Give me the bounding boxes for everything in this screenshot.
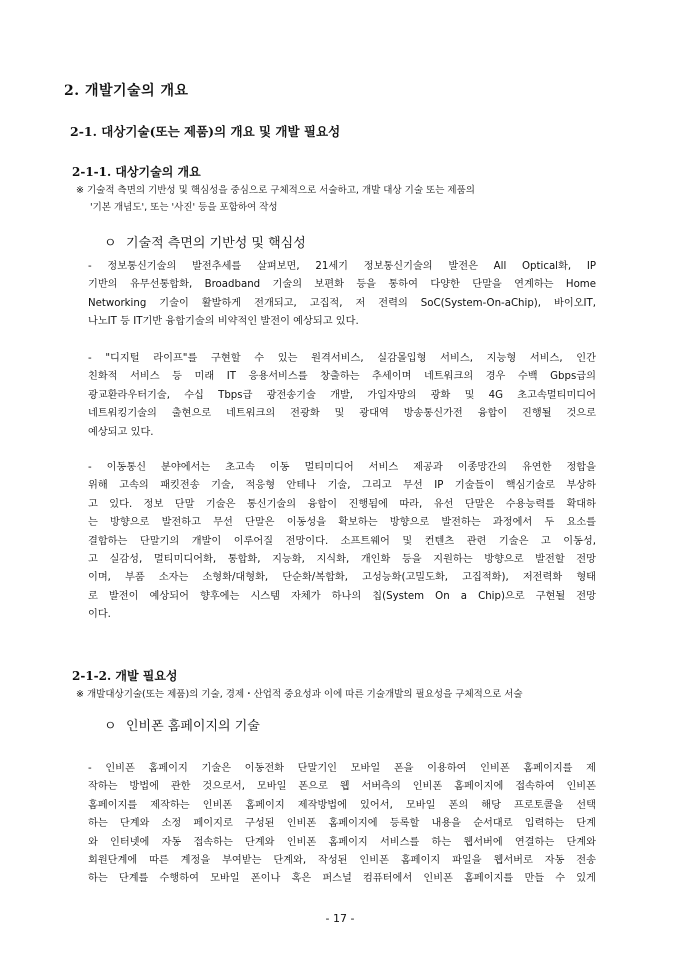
paragraph-line: 결합하는 단말기의 개발이 이루어질 전망이다. 소프트웨어 및 컨텐츠 관련 기술은 고 이동성, [88,535,596,547]
paragraph-digital-life [88,350,596,442]
paragraph-line: 홈페이지를 제작하는 인비폰 홈페이지 제작방법에 있어서, 모바일 폰의 해당 프로토콜을 선택 [88,799,596,811]
paragraph-ict-trend [88,258,596,332]
section-instruction-note [76,686,636,703]
paragraph-line: 기반의 유무선통합화, Broadband 기술의 보편화 등을 통하여 다양한 단말을 연계하는 Home [88,279,596,291]
bullet-label: 인비폰 홈페이지의 기술 [126,719,260,734]
note-line: ※ 개발대상기술(또는 제품)의 기술, 경제・산업적 중요성과 이에 따른 기술개발의 필요성을 구체적으로 서술 [76,689,523,700]
note-line: '기본 개념도', 또는 '사진' 등을 포함하여 작성 [90,202,278,213]
paragraph-line: 하는 단계를 수행하여 모바일 폰이나 혹은 퍼스널 컴퓨터에서 인비폰 홈페이지를 만들 수 있게 [88,873,596,885]
heading-target-technology: 2-1. 대상기술(또는 제품)의 개요 및 개발 필요성 [70,124,341,139]
paragraph-line: 로 발전이 예상되어 향후에는 시스템 자체가 하나의 칩(System On a Chip)으로 구현될 전망 [88,590,596,602]
paragraph-line: 고 있다. 정보 단말 기술은 통신기술의 융합이 진행됨에 따라, 유선 단말은 수용능력를 확대하 [88,498,596,510]
paragraph-line: 고 실감성, 멀티미디어화, 통합화, 지능화, 지식화, 개인화 등을 지원하는 방향으로 발전할 전망 [88,553,596,565]
paragraph-line: 작하는 방법에 관한 것으로서, 모바일 폰으로 웹 서버측의 인비폰 홈페이지에 접속하여 인비폰 [88,781,596,793]
paragraph-line: - "디지털 라이프"를 구현할 수 있는 원격서비스, 실감몰입형 서비스, 지능형 서비스, 인간 [88,353,596,364]
paragraph-line: - 인비폰 홈페이지 기술은 이동전화 단말기인 모바일 폰을 이용하여 인비폰 홈페이지를 제 [88,763,596,774]
bullet-label: 기술적 측면의 기반성 및 핵심성 [126,236,306,251]
heading-development-overview: 2. 개발기술의 개요 [64,83,189,99]
paragraph-mobile-communication [88,459,596,625]
paragraph-line: 이며, 부품 소자는 소형화/대형화, 단순화/복합화, 고성능화(고밀도화, 고집적화), 저전력화 형태 [88,572,596,584]
page-number: - 17 - [325,912,355,925]
paragraph-line: 광교환라우터기술, 수십 Tbps급 광전송기술 개발, 가입자망의 광화 및 4G 초고속멀티미디어 [88,389,596,401]
paragraph-line: 는 방향으로 발전하고 무선 단말은 이동성을 확보하는 방향으로 발전하는 과정에서 두 요소를 [88,517,596,529]
bullet-heading [104,715,260,734]
paragraph-line: 위해 고속의 패킷전송 기술, 적응형 안테나 기술, 그리고 무선 IP 기술들이 핵심기술로 부상하 [88,480,596,492]
paragraph-line: 와 인터넷에 자동 접속하는 단계와 인비폰 홈페이지 서비스를 하는 웹서버에 연결하는 단계와 [88,836,596,848]
bullet-mark: ㅇ [104,719,117,734]
paragraph-line: 나노IT 등 IT기반 융합기술의 비약적인 발전이 예상되고 있다. [88,316,359,328]
paragraph-line: 네트워킹기술의 출현으로 네트워크의 전광화 및 광대역 방송통신가전 융합이 진행될 것으로 [88,408,596,420]
paragraph-inviphone-homepage [88,760,596,889]
paragraph-line: 하는 단계와 소정 페이지로 구성된 인비폰 홈페이지에 등록할 내용을 순서대로 입력하는 단계 [88,818,596,830]
bullet-heading [104,232,306,251]
paragraph-line: 회원단계에 따른 계정을 부여받는 단계와, 작성된 인비폰 홈페이지 파일을 웹서버로 자동 전송 [88,854,596,866]
paragraph-line: 친화적 서비스 등 미래 IT 응용서비스를 창출하는 추세이며 네트워크의 경우 수백 Gbps급의 [88,371,596,383]
section-title-development-necessity: 2-1-2. 개발 필요성 [72,669,178,683]
paragraph-line: 예상되고 있다. [88,426,154,438]
section-instruction-note [76,182,616,216]
bullet-mark: ㅇ [104,236,117,251]
paragraph-line: - 정보통신기술의 발전추세를 살펴보면, 21세기 정보통신기술의 발전은 All Optical화, IP [88,261,596,272]
paragraph-line: - 이동통신 분야에서는 초고속 이동 멀티미디어 서비스 제공과 이종망간의 유연한 정합을 [88,462,596,473]
paragraph-line: 이다. [88,609,111,621]
note-line: ※ 기술적 측면의 기반성 및 핵심성을 중심으로 구체적으로 서술하고, 개발 대상 기술 또는 제품의 [76,185,475,196]
paragraph-line: Networking 기술이 활발하게 전개되고, 고집적, 저 전력의 SoC(System-On-aChip), 바이오IT, [88,297,596,309]
section-title-technology-overview: 2-1-1. 대상기술의 개요 [72,165,201,179]
